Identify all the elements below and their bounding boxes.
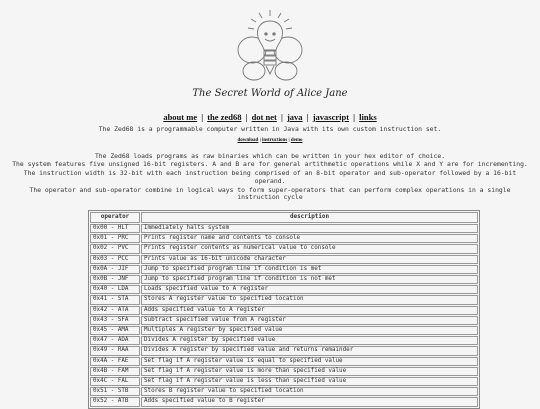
- description-cell: Prints register contents as numerical value to console: [141, 244, 478, 253]
- table-row: [90, 295, 478, 304]
- operator-cell: 0x02 - PVC: [90, 244, 140, 253]
- nav-link-javascript[interactable]: javascript: [312, 112, 350, 122]
- intro-line-3: The system features five unsigned 16-bit registers. A and B are for general artithmetic operations while X and Y are for incrementing.: [12, 160, 528, 169]
- table-row: [90, 316, 478, 325]
- instruction-table: [88, 210, 480, 409]
- description-cell: Divides A register by specified value and returns remainder: [141, 346, 478, 355]
- operator-cell: 0x4B - FAM: [90, 367, 140, 376]
- description-cell: Adds specified value to A register: [141, 306, 478, 315]
- operator-cell: 0x01 - PRC: [90, 234, 140, 243]
- operator-cell: 0x52 - ATB: [90, 397, 140, 406]
- nav-link-java[interactable]: java: [286, 112, 303, 122]
- table-row: [90, 255, 478, 264]
- description-cell: Prints register name and contents to console: [141, 234, 478, 243]
- nav-link-about-me[interactable]: about me: [163, 112, 198, 122]
- operator-cell: 0x51 - STB: [90, 387, 140, 396]
- description-cell: Loads specified value to A register: [141, 285, 478, 294]
- column-header-operator: operator: [90, 212, 140, 223]
- description-cell: Adds specified value to B register: [141, 397, 478, 406]
- description-cell: Prints value as 16-bit unicode character: [141, 255, 478, 264]
- nav-separator: |: [245, 112, 248, 122]
- subnav-link-download[interactable]: download: [237, 138, 259, 143]
- table-row: [90, 377, 478, 386]
- table-row: [90, 326, 478, 335]
- subnav-separator: |: [259, 138, 261, 143]
- operator-cell: 0x42 - ATA: [90, 306, 140, 315]
- operator-cell: 0x47 - ADA: [90, 336, 140, 345]
- operator-cell: 0x45 - AMA: [90, 326, 140, 335]
- table-header-row: [90, 212, 478, 223]
- column-header-description: description: [141, 212, 478, 223]
- table-row: [90, 306, 478, 315]
- lightbulb-bee-logo: [232, 8, 308, 88]
- description-cell: Jump to specified program line if condition is not met: [141, 275, 478, 284]
- operator-cell: 0x4A - FAE: [90, 357, 140, 366]
- operator-cell: 0x00 - HLT: [90, 224, 140, 233]
- intro-line-1: The Zed68 is a programmable computer written in Java with its own custom instruction set.: [98, 125, 442, 133]
- table-row: [90, 224, 478, 233]
- table-row: [90, 244, 478, 253]
- nav-separator: |: [306, 112, 309, 122]
- intro-line-4: The instruction width is 32-bit with each instruction being comprised of an 8-bit operator and sub-operator followed by a 16-bit operand.: [23, 169, 517, 185]
- nav-separator: |: [353, 112, 356, 122]
- operator-cell: 0x41 - STA: [90, 295, 140, 304]
- table-row: [90, 265, 478, 274]
- table-row: [90, 397, 478, 406]
- description-cell: Jump to specified program line if condition is met: [141, 265, 478, 274]
- subnav-separator: |: [288, 138, 290, 143]
- operator-cell: 0x40 - LDA: [90, 285, 140, 294]
- intro-line-5: The operator and sub-operator combine in logical ways to form super-operators that can perform complex operations in a single instruction cycle: [29, 185, 511, 202]
- operator-cell: 0x43 - SFA: [90, 316, 140, 325]
- description-cell: Divides A register by specified value: [141, 336, 478, 345]
- nav-link-dot-net[interactable]: dot net: [251, 112, 277, 122]
- description-cell: Set flag if A register value is equal to specified value: [141, 357, 478, 366]
- table-row: [90, 285, 478, 294]
- description-cell: Set flag if A register value is more than specified value: [141, 367, 478, 376]
- subnav-link-demo[interactable]: demo: [290, 138, 303, 143]
- description-cell: Stores B register value to specified location: [141, 387, 478, 396]
- description-cell: Stores A register value to specified location: [141, 295, 478, 304]
- operator-cell: 0x0B - JNF: [90, 275, 140, 284]
- operator-cell: 0x0A - JIF: [90, 265, 140, 274]
- nav-link-the-zed68[interactable]: the zed68: [207, 112, 242, 122]
- operator-cell: 0x49 - RAA: [90, 346, 140, 355]
- table-row: [90, 275, 478, 284]
- table-row: [90, 387, 478, 396]
- nav-separator: |: [201, 112, 204, 122]
- intro-line-2: The Zed68 loads programs as raw binaries which can be written in your hex editor of choice.: [94, 151, 446, 160]
- operator-cell: 0x4C - FAL: [90, 377, 140, 386]
- main-nav: [0, 112, 540, 122]
- table-row: [90, 346, 478, 355]
- table-row: [90, 357, 478, 366]
- site-title: The Secret World of Alice Jane: [192, 88, 348, 99]
- description-cell: Subtract specified value from A register: [141, 316, 478, 325]
- description-cell: Set flag if A register value is less than specified value: [141, 377, 478, 386]
- nav-link-links[interactable]: links: [359, 112, 377, 122]
- operator-cell: 0x03 - PCC: [90, 255, 140, 264]
- subnav-link-instructions[interactable]: instructions: [261, 138, 288, 143]
- intro-text: [8, 126, 532, 203]
- description-cell: Multiples A register by specified value: [141, 326, 478, 335]
- table-row: [90, 234, 478, 243]
- table-row: [90, 336, 478, 345]
- description-cell: Immediately halts system: [141, 224, 478, 233]
- table-row: [90, 367, 478, 376]
- nav-separator: |: [280, 112, 283, 122]
